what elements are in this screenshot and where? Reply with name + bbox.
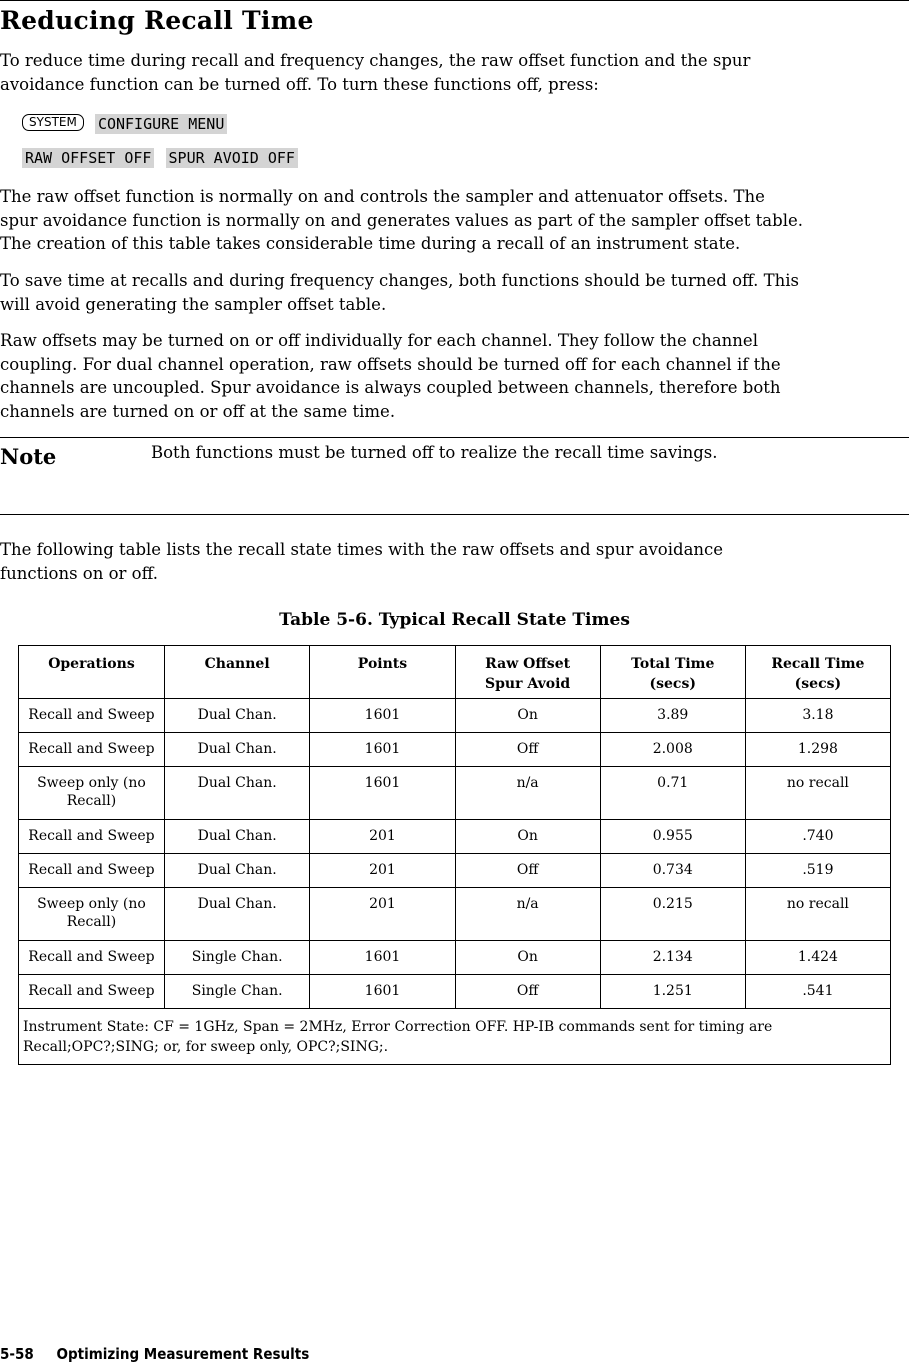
total-time-cell: 0.215 [600, 888, 745, 941]
total-time-cell: 3.89 [600, 699, 745, 733]
total-time-cell: 2.134 [600, 941, 745, 975]
channel-cell: Dual Chan. [164, 733, 309, 767]
intro-paragraph [0, 49, 750, 96]
text-line: The raw offset function is normally on and controls the sampler and attenuator offsets. The [0, 187, 765, 206]
channel-cell: Dual Chan. [164, 767, 309, 820]
operation-cell: Recall and Sweep [19, 733, 165, 767]
text-line: To reduce time during recall and frequency changes, the raw offset function and the spur [0, 51, 751, 70]
raw-offset-cell: n/a [455, 767, 600, 820]
keypress-line-1 [22, 114, 233, 138]
total-time-cell: 0.955 [600, 820, 745, 854]
system-hardkey[interactable]: SYSTEM [22, 114, 84, 131]
points-cell: 1601 [310, 699, 455, 733]
spur-avoid-off-softkey[interactable]: SPUR AVOID OFF [166, 148, 298, 168]
table-row [19, 820, 891, 854]
total-time-cell: 0.734 [600, 854, 745, 888]
header-cell: Operations [19, 646, 165, 699]
header-cell: Points [310, 646, 455, 699]
channel-cell: Dual Chan. [164, 888, 309, 941]
coupling-paragraph [0, 329, 781, 423]
text-line: Raw offsets may be turned on or off individually for each channel. They follow the channel [0, 331, 758, 350]
table-row [19, 854, 891, 888]
header-cell: Channel [164, 646, 309, 699]
points-cell: 1601 [310, 733, 455, 767]
recall-time-cell: 1.298 [745, 733, 890, 767]
text-line: The creation of this table takes considerable time during a recall of an instrument state. [0, 234, 741, 253]
recall-times-table [18, 645, 891, 1065]
table-row [19, 975, 891, 1009]
recall-time-cell: no recall [745, 767, 890, 820]
text-line: coupling. For dual channel operation, raw offsets should be turned off for each channel if the [0, 354, 781, 374]
header-cell: Total Time (secs) [600, 646, 745, 699]
channel-cell: Single Chan. [164, 941, 309, 975]
page-footer [0, 1345, 309, 1363]
raw-offset-cell: On [455, 820, 600, 854]
operation-cell: Recall and Sweep [19, 854, 165, 888]
points-cell: 201 [310, 854, 455, 888]
text-line: avoidance function can be turned off. To turn these functions off, press: [0, 74, 599, 94]
text-line: will avoid generating the sampler offset table. [0, 294, 387, 314]
note-bottom-rule [0, 514, 909, 515]
note-top-rule [0, 437, 909, 438]
operation-cell: Sweep only (no Recall) [19, 888, 165, 941]
points-cell: 201 [310, 820, 455, 854]
text-line: spur avoidance function is normally on and generates values as part of the sampler offset table. [0, 210, 803, 230]
header-cell: Recall Time (secs) [745, 646, 890, 699]
total-time-cell: 2.008 [600, 733, 745, 767]
table-row [19, 767, 891, 820]
raw-offset-cell: On [455, 941, 600, 975]
raw-offset-cell: On [455, 699, 600, 733]
raw-offset-paragraph [0, 185, 803, 256]
recall-time-cell: 1.424 [745, 941, 890, 975]
table-row [19, 733, 891, 767]
save-time-paragraph [0, 269, 799, 316]
table-row [19, 941, 891, 975]
table-intro-paragraph [0, 538, 723, 585]
operation-cell: Sweep only (no Recall) [19, 767, 165, 820]
channel-cell: Dual Chan. [164, 699, 309, 733]
raw-offset-cell: Off [455, 975, 600, 1009]
table-row [19, 699, 891, 733]
table-caption: Table 5-6. Typical Recall State Times [279, 610, 630, 630]
configure-menu-softkey[interactable]: CONFIGURE MENU [95, 114, 227, 134]
header-row [19, 646, 891, 699]
top-rule [0, 0, 909, 1]
page-number: 5-58 [0, 1345, 34, 1363]
recall-time-cell: 3.18 [745, 699, 890, 733]
recall-time-cell: .740 [745, 820, 890, 854]
text-line: channels are turned on or off at the same time. [0, 401, 396, 421]
text-line: channels are uncoupled. Spur avoidance is always coupled between channels, therefore both [0, 378, 781, 397]
note-label: Note [0, 444, 57, 469]
channel-cell: Dual Chan. [164, 820, 309, 854]
keypress-line-2 [22, 148, 304, 172]
channel-cell: Single Chan. [164, 975, 309, 1009]
section-title: Reducing Recall Time [0, 6, 314, 35]
footer-section-title: Optimizing Measurement Results [56, 1345, 310, 1363]
text-line: functions on or off. [0, 563, 158, 583]
total-time-cell: 0.71 [600, 767, 745, 820]
table-footnote: Instrument State: CF = 1GHz, Span = 2MHz, Error Correction OFF. HP-IB commands sent for timing are Recall;OPC?;SING; or, for sweep only, OPC?;SING;. [19, 1009, 891, 1065]
points-cell: 1601 [310, 941, 455, 975]
recall-time-cell: .541 [745, 975, 890, 1009]
recall-time-cell: no recall [745, 888, 890, 941]
points-cell: 1601 [310, 975, 455, 1009]
operation-cell: Recall and Sweep [19, 820, 165, 854]
footnote-row [19, 1009, 891, 1065]
recall-time-cell: .519 [745, 854, 890, 888]
channel-cell: Dual Chan. [164, 854, 309, 888]
total-time-cell: 1.251 [600, 975, 745, 1009]
raw-offset-cell: Off [455, 854, 600, 888]
note-text: Both functions must be turned off to realize the recall time savings. [151, 443, 718, 462]
operation-cell: Recall and Sweep [19, 941, 165, 975]
operation-cell: Recall and Sweep [19, 699, 165, 733]
raw-offset-cell: Off [455, 733, 600, 767]
text-line: The following table lists the recall state times with the raw offsets and spur avoidance [0, 540, 724, 559]
raw-offset-cell: n/a [455, 888, 600, 941]
table-row [19, 888, 891, 941]
points-cell: 201 [310, 888, 455, 941]
raw-offset-off-softkey[interactable]: RAW OFFSET OFF [22, 148, 154, 168]
points-cell: 1601 [310, 767, 455, 820]
operation-cell: Recall and Sweep [19, 975, 165, 1009]
text-line: To save time at recalls and during frequency changes, both functions should be turned off. This [0, 271, 800, 290]
header-cell: Raw Offset Spur Avoid [455, 646, 600, 699]
